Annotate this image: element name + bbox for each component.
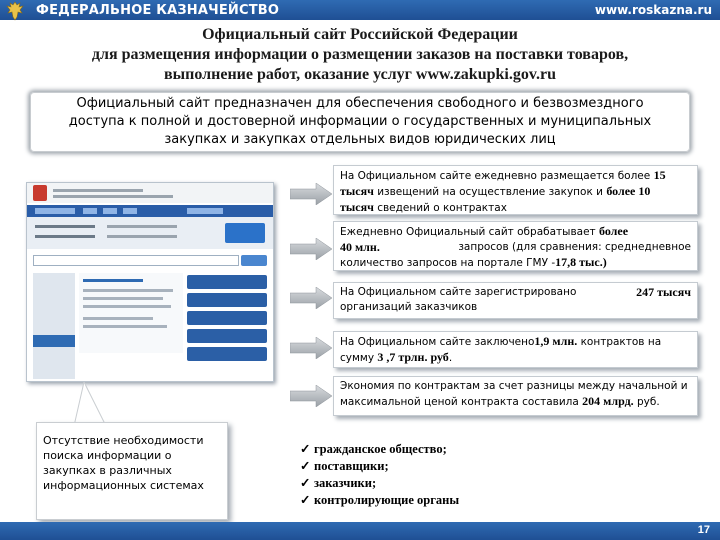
fact-text: максимальной ценой контракта составила [340,396,579,408]
double-headed-eagle-icon [4,0,26,22]
fact-highlight: более [598,224,629,238]
screenshot-nav [27,205,273,217]
screenshot-text [83,305,171,308]
checklist-label: поставщики; [314,459,389,473]
callout-line: закупках в различных [43,464,172,477]
callout-line: информационных системах [43,479,204,492]
arrow-right-icon [290,238,332,260]
fact-text: извещений на осуществление закупок и [377,186,603,198]
fact-box-savings [333,376,698,416]
screenshot-search-button [241,255,267,266]
screenshot-news-area [79,273,183,353]
arrow-right-icon [290,183,332,205]
fact-text: На Официальном сайте заключено [340,336,535,348]
checkmark-icon: ✓ [300,476,311,490]
screenshot-text [107,225,177,228]
header-site-link[interactable]: www.roskazna.ru [594,3,712,17]
screenshot-left-column [33,273,75,379]
screenshot-emblem-icon [33,185,47,201]
screenshot-info-bar [27,217,273,249]
checklist-item [300,475,459,492]
title-line: Официальный сайт Российской Федерации [202,26,518,43]
purpose-line: Официальный сайт предназначен для обеспечения свободного и безвозмездного [76,96,644,111]
fact-text: Ежедневно Официальный сайт обрабатывает [340,226,596,238]
screenshot-text [83,325,167,328]
fact-highlight: 17,8 тыс.) [555,255,607,269]
screenshot-text [83,279,143,282]
fact-highlight: 15 [653,168,666,182]
fact-highlight: тысяч [340,200,374,214]
checkmark-icon: ✓ [300,442,311,456]
callout-box [36,422,228,520]
fact-highlight: 247 тысяч [636,285,691,299]
callout-text [43,433,225,493]
fact-box-contracts [333,331,698,368]
arrow-right-icon [290,337,332,359]
screenshot-tile [187,275,267,289]
purpose-line: доступа к полной и достоверной информации о государственных и муниципальных [68,114,652,129]
checklist-item [300,492,459,509]
fact-highlight: 40 млн. [340,240,380,254]
checklist-label: гражданское общество; [314,442,447,456]
arrow-right-icon [290,287,332,309]
screenshot-tile [187,329,267,343]
fact-text: сведений о контрактах [377,202,507,214]
fact-box-notices [333,165,698,215]
screenshot-tile [187,311,267,325]
fact-text: Экономия по контрактам за счет разницы между начальной и [340,380,688,392]
screenshot-left-button [33,335,75,347]
screenshot-text [53,189,143,192]
checklist-item [300,441,459,458]
page-number: 17 [697,524,710,536]
screenshot-text [83,297,163,300]
fact-text: На Официальном сайте зарегистрировано [340,286,577,298]
fact-text: На Официальном сайте ежедневно размещается более [340,170,651,182]
arrow-right-icon [290,385,332,407]
fact-highlight: 1,9 млн. [534,334,578,348]
checklist-item [300,458,459,475]
fact-box-organizations [333,282,698,319]
website-screenshot [26,182,274,382]
fact-text: . [448,352,453,364]
header-bar [0,0,720,20]
callout-line: Отсутствие необходимости [43,434,204,447]
screenshot-text [35,235,95,238]
screenshot-search-field [33,255,239,266]
screenshot-text [83,317,153,320]
page-title [30,25,690,85]
checkmark-icon: ✓ [300,493,311,507]
fact-text: сумму [340,352,375,364]
header-brand: ФЕДЕРАЛЬНОЕ КАЗНАЧЕЙСТВО [36,3,280,18]
checkmark-icon: ✓ [300,459,311,473]
fact-highlight: более 10 [606,184,651,198]
title-line: выполнение работ, оказание услуг www.zakupki.gov.ru [164,66,556,83]
screenshot-text [83,289,173,292]
screenshot-header [27,183,273,203]
fact-highlight: тысяч [340,184,374,198]
screenshot-tile [187,347,267,361]
screenshot-tile [187,293,267,307]
fact-text: запросов (для сравнения: среднедневное [458,241,691,253]
footer-bar [0,522,720,540]
screenshot-button [225,223,265,243]
title-line: для размещения информации о размещении заказов на поставки товаров, [91,46,629,63]
screenshot-text [107,235,177,238]
checklist-label: заказчики; [314,476,377,490]
purpose-line: закупках и закупках отдельных видов юридических лиц [164,132,556,147]
fact-highlight: 3 ,7 трлн. руб [377,350,449,364]
callout-tail [54,382,114,426]
callout-line: поиска информации о [43,449,172,462]
fact-text: количество запросов на портале ГМУ - [340,257,556,269]
fact-text: контрактов на [580,336,662,348]
fact-text: руб. [637,396,660,408]
fact-highlight: 204 млрд. [582,394,634,408]
fact-box-requests [333,221,698,271]
screenshot-text [53,195,173,198]
screenshot-text [35,225,95,228]
fact-text: организаций заказчиков [340,301,478,313]
audience-checklist [300,441,459,509]
checklist-label: контролирующие органы [314,493,460,507]
purpose-box [30,92,690,152]
